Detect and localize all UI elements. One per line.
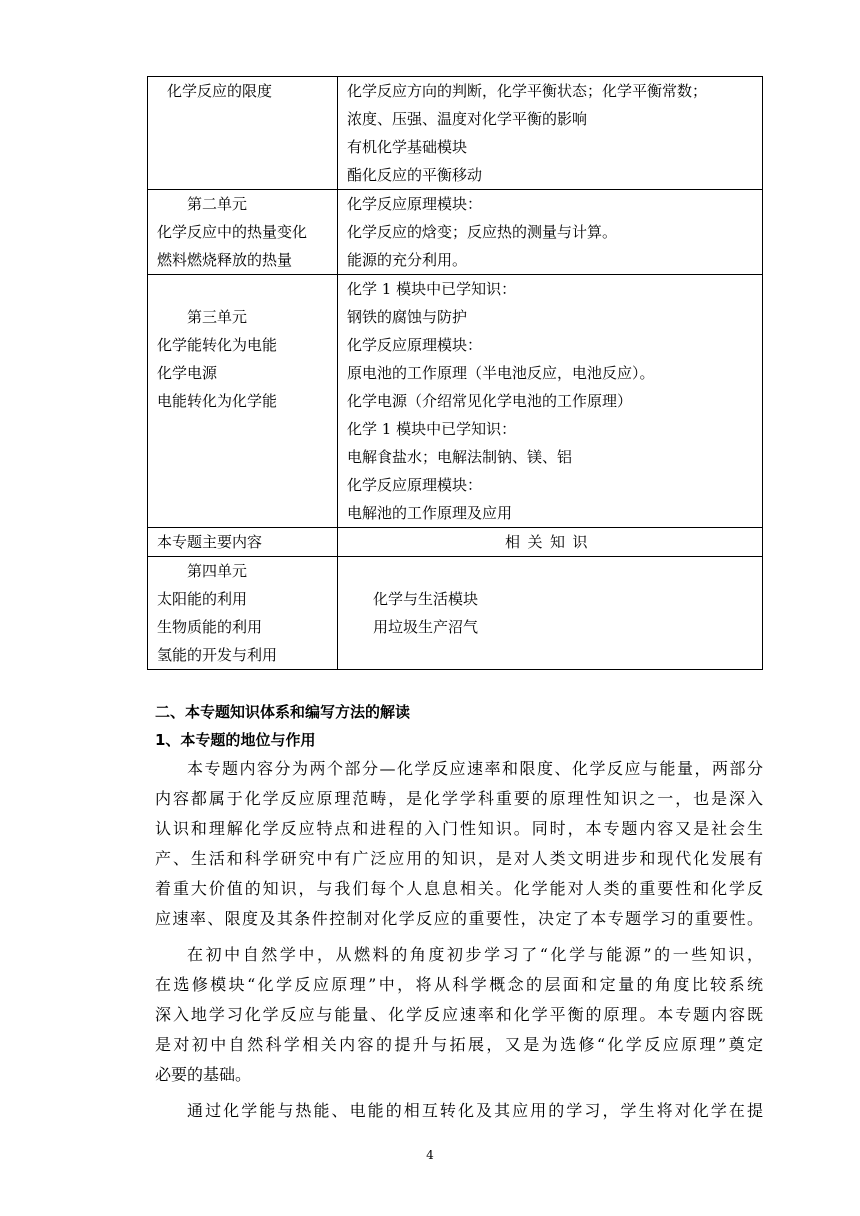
table-cell-knowledge <box>338 557 763 670</box>
table-cell-knowledge <box>338 190 763 275</box>
table-cell-knowledge <box>338 528 763 557</box>
cell-line: 化学能转化为电能 <box>157 336 278 354</box>
cell-line: 原电池的工作原理（半电池反应，电池反应）。 <box>347 364 655 382</box>
cell-line: 能源的充分利用。 <box>347 251 468 269</box>
table-cell-unit <box>148 190 338 275</box>
cell-line: 化学反应中的热量变化 <box>157 223 308 241</box>
table-cell-knowledge <box>338 275 763 528</box>
cell-line: 化学反应方向的判断，化学平衡状态；化学平衡常数； <box>347 82 708 100</box>
unit-title: 第四单元 <box>187 562 248 580</box>
cell-line: 有机化学基础模块 <box>347 138 468 156</box>
paragraph <box>155 1096 763 1126</box>
knowledge-table <box>147 76 763 670</box>
cell-line: 生物质能的利用 <box>157 618 263 636</box>
paragraph-line: 在初中自然学中，从燃料的角度初步学习了“化学与能源”的一些知识， <box>187 945 763 964</box>
paragraph-line: 是对初中自然科学相关内容的提升与拓展，又是为选修“化学反应原理”奠定 <box>155 1035 763 1054</box>
table-cell-unit <box>148 528 338 557</box>
section-heading: 二、本专题知识体系和编写方法的解读 <box>155 703 411 721</box>
paragraph-line: 认识和理解化学反应特点和进程的入门性知识。同时，本专题内容又是社会生 <box>155 819 763 838</box>
paragraph-line: 深入地学习化学反应与能量、化学反应速率和化学平衡的原理。本专题内容既 <box>155 1005 763 1024</box>
paragraph-line: 在选修模块“化学反应原理”中，将从科学概念的层面和定量的角度比较系统 <box>155 975 763 994</box>
paragraph-line: 着重大价值的知识，与我们每个人息息相关。化学能对人类的重要性和化学反 <box>155 879 763 898</box>
paragraph-line: 本专题内容分为两个部分—化学反应速率和限度、化学反应与能量，两部分 <box>187 759 763 778</box>
cell-line: 浓度、压强、温度对化学平衡的影响 <box>347 110 588 128</box>
paragraph <box>155 940 763 1090</box>
table-cell-knowledge <box>338 77 763 190</box>
paragraph-line: 产、生活和科学研究中有广泛应用的知识，是对人类文明进步和现代化发展有 <box>155 849 763 868</box>
cell-line: 化学反应原理模块： <box>347 195 483 213</box>
cell-line: 电解池的工作原理及应用 <box>347 504 513 522</box>
table-cell-unit <box>148 275 338 528</box>
cell-line: 太阳能的利用 <box>157 590 248 608</box>
cell-line: 化学 1 模块中已学知识： <box>347 420 517 438</box>
cell-line: 钢铁的腐蚀与防护 <box>347 308 468 326</box>
table-row <box>148 275 763 528</box>
table-cell-unit <box>148 77 338 190</box>
cell-line: 燃料燃烧释放的热量 <box>157 251 293 269</box>
page-number: 4 <box>426 1148 434 1162</box>
paragraph-line: 通过化学能与热能、电能的相互转化及其应用的学习，学生将对化学在提 <box>187 1101 763 1120</box>
column-header-related-knowledge: 相关知识 <box>504 533 595 551</box>
cell-line: 化学电源（介绍常见化学电池的工作原理） <box>347 392 633 410</box>
cell-line: 化学电源 <box>157 364 218 382</box>
unit-title: 第二单元 <box>187 195 248 213</box>
table-row <box>148 190 763 275</box>
unit-title: 第三单元 <box>187 308 248 326</box>
table-cell-unit <box>148 557 338 670</box>
paragraph <box>155 754 763 934</box>
cell-line: 化学反应原理模块： <box>347 476 483 494</box>
paragraph-line: 必要的基础。 <box>155 1065 252 1084</box>
subsection-heading: 1、本专题的地位与作用 <box>155 731 316 749</box>
paragraph-line: 内容都属于化学反应原理范畴，是化学学科重要的原理性知识之一，也是深入 <box>155 789 763 808</box>
cell-line: 氢能的开发与利用 <box>157 646 278 664</box>
cell-line: 化学与生活模块 <box>373 590 479 608</box>
table-row <box>148 557 763 670</box>
body-text <box>155 698 763 1126</box>
paragraph-line: 应速率、限度及其条件控制对化学反应的重要性，决定了本专题学习的重要性。 <box>155 909 763 928</box>
cell-line: 化学反应原理模块： <box>347 336 483 354</box>
cell-line: 化学反应的限度 <box>167 82 273 100</box>
cell-line: 化学反应的焓变；反应热的测量与计算。 <box>347 223 618 241</box>
cell-line: 用垃圾生产沼气 <box>373 618 479 636</box>
column-header-main-content: 本专题主要内容 <box>157 533 263 551</box>
cell-line: 酯化反应的平衡移动 <box>347 166 483 184</box>
cell-line: 电解食盐水；电解法制钠、镁、铝 <box>347 448 573 466</box>
cell-line: 化学 1 模块中已学知识： <box>347 280 517 298</box>
cell-line: 电能转化为化学能 <box>157 392 278 410</box>
table-row <box>148 77 763 190</box>
table-row <box>148 528 763 557</box>
